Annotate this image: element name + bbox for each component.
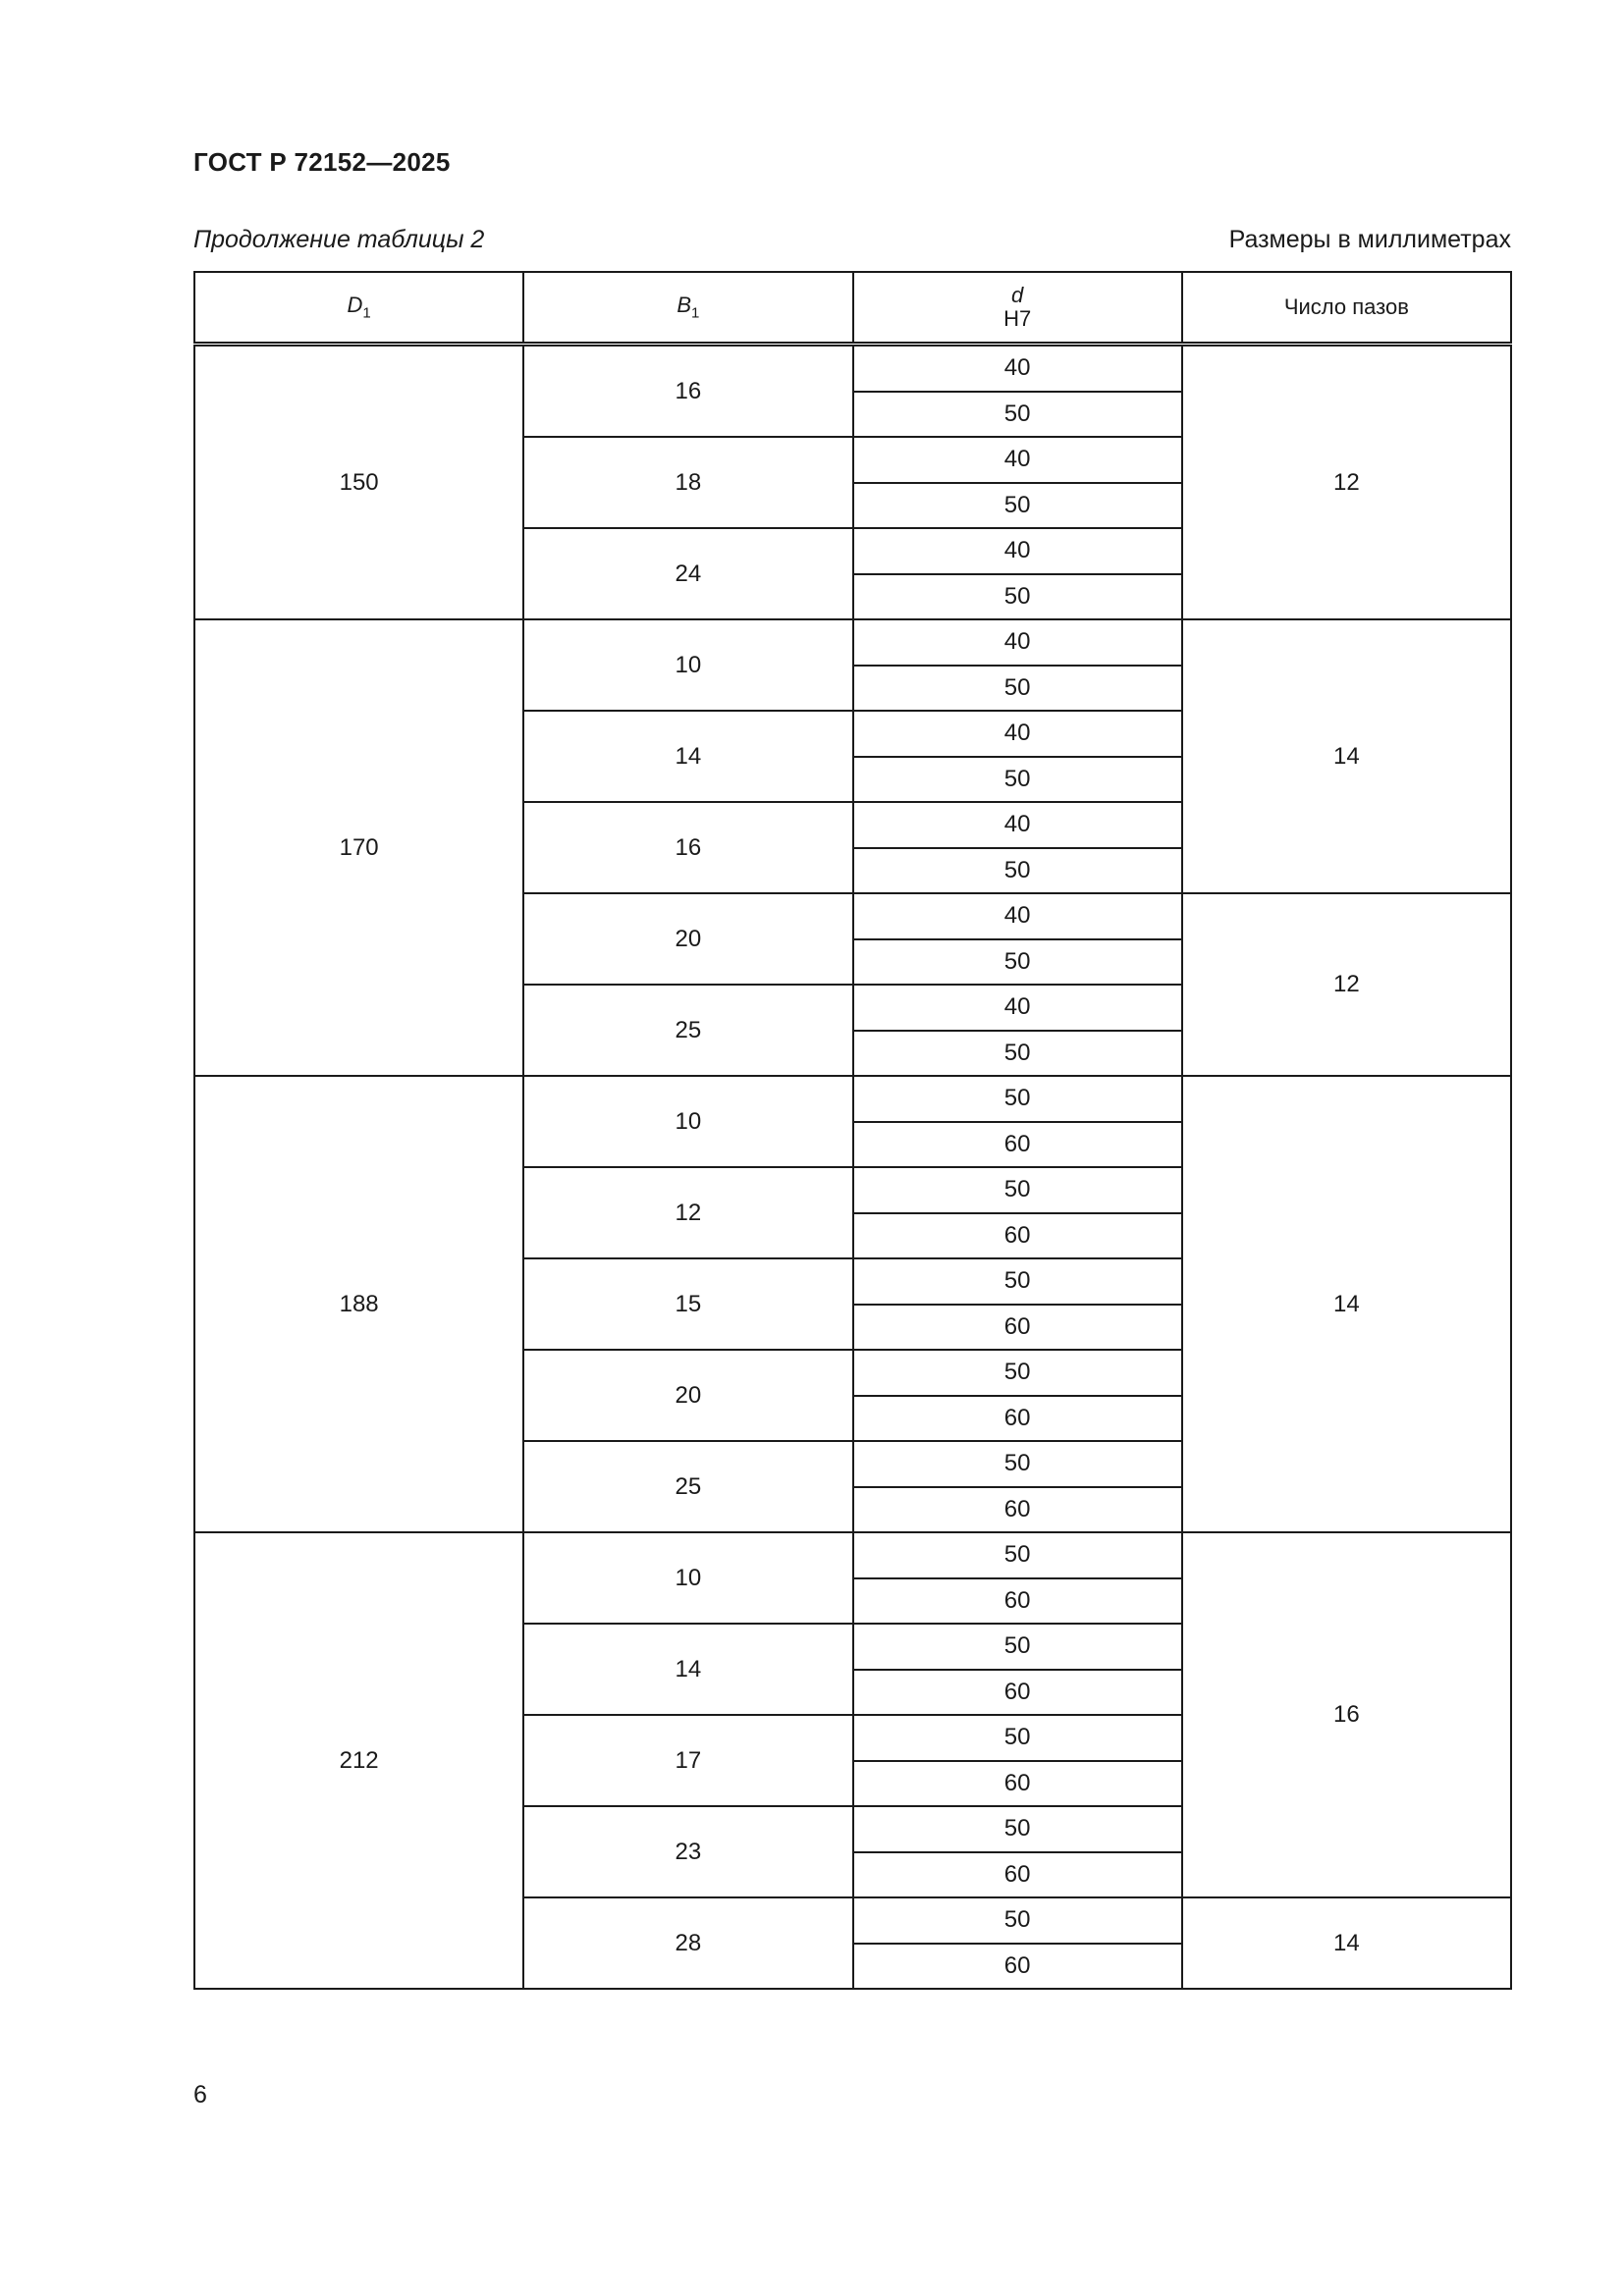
table-continuation-caption: Продолжение таблицы 2 — [193, 226, 485, 253]
cell-d: 40 — [853, 345, 1182, 392]
header-slots: Число пазов — [1182, 272, 1511, 345]
cell-d: 60 — [853, 1213, 1182, 1259]
cell-b1: 24 — [523, 528, 852, 619]
header-d-symbol: d — [1011, 282, 1024, 307]
cell-d: 50 — [853, 1715, 1182, 1761]
cell-d1: 212 — [194, 1532, 523, 1989]
cell-d: 50 — [853, 392, 1182, 438]
cell-d: 50 — [853, 574, 1182, 620]
header-d-tolerance: H7 — [1003, 306, 1032, 331]
cell-slots: 12 — [1182, 893, 1511, 1076]
cell-d: 50 — [853, 666, 1182, 712]
cell-d: 60 — [853, 1944, 1182, 1990]
cell-b1: 23 — [523, 1806, 852, 1897]
table-row — [194, 1076, 1511, 1122]
cell-d: 40 — [853, 985, 1182, 1031]
table-row — [194, 1532, 1511, 1578]
cell-d: 50 — [853, 1532, 1182, 1578]
cell-d: 40 — [853, 528, 1182, 574]
cell-d: 60 — [853, 1396, 1182, 1442]
cell-b1: 10 — [523, 1532, 852, 1624]
cell-d: 50 — [853, 1076, 1182, 1122]
cell-d: 60 — [853, 1578, 1182, 1625]
cell-d1: 188 — [194, 1076, 523, 1532]
cell-b1: 12 — [523, 1167, 852, 1258]
cell-b1: 28 — [523, 1897, 852, 1989]
cell-b1: 15 — [523, 1258, 852, 1350]
header-b1 — [523, 272, 852, 345]
cell-d: 60 — [853, 1305, 1182, 1351]
cell-d: 60 — [853, 1852, 1182, 1898]
cell-d: 50 — [853, 1806, 1182, 1852]
cell-d: 60 — [853, 1122, 1182, 1168]
cell-b1: 25 — [523, 1441, 852, 1532]
page-number: 6 — [193, 2081, 207, 2109]
cell-b1: 14 — [523, 1624, 852, 1715]
cell-b1: 25 — [523, 985, 852, 1076]
header-d1-subscript: 1 — [362, 303, 371, 321]
cell-d: 40 — [853, 802, 1182, 848]
cell-d1: 150 — [194, 345, 523, 620]
cell-d: 50 — [853, 939, 1182, 986]
cell-d: 60 — [853, 1670, 1182, 1716]
cell-b1: 10 — [523, 1076, 852, 1167]
cell-d: 60 — [853, 1487, 1182, 1533]
cell-b1: 17 — [523, 1715, 852, 1806]
table-row — [194, 619, 1511, 666]
cell-slots: 12 — [1182, 345, 1511, 620]
cell-slots: 16 — [1182, 1532, 1511, 1897]
cell-b1: 16 — [523, 345, 852, 438]
header-b1-symbol: B — [677, 292, 692, 317]
cell-b1: 18 — [523, 437, 852, 528]
table-header-row — [194, 272, 1511, 345]
header-b1-subscript: 1 — [691, 303, 700, 321]
cell-d: 50 — [853, 848, 1182, 894]
cell-b1: 20 — [523, 1350, 852, 1441]
document-title: ГОСТ Р 72152—2025 — [193, 147, 451, 177]
cell-d: 50 — [853, 1441, 1182, 1487]
table-row — [194, 345, 1511, 392]
cell-d: 50 — [853, 1897, 1182, 1944]
cell-d1: 170 — [194, 619, 523, 1076]
cell-slots: 14 — [1182, 619, 1511, 893]
cell-d: 50 — [853, 1350, 1182, 1396]
cell-b1: 20 — [523, 893, 852, 985]
cell-d: 60 — [853, 1761, 1182, 1807]
cell-d: 50 — [853, 1258, 1182, 1305]
table-body — [194, 345, 1511, 1990]
header-d1 — [194, 272, 523, 345]
cell-d: 50 — [853, 1031, 1182, 1077]
cell-d: 50 — [853, 483, 1182, 529]
header-d — [853, 272, 1182, 345]
cell-d: 40 — [853, 893, 1182, 939]
cell-slots: 14 — [1182, 1076, 1511, 1532]
cell-b1: 14 — [523, 711, 852, 802]
dimensions-table — [193, 271, 1512, 1990]
cell-d: 50 — [853, 1624, 1182, 1670]
cell-d: 40 — [853, 619, 1182, 666]
units-caption: Размеры в миллиметрах — [1228, 226, 1511, 253]
header-d1-symbol: D — [347, 292, 363, 317]
cell-slots: 14 — [1182, 1897, 1511, 1989]
cell-d: 50 — [853, 757, 1182, 803]
cell-d: 40 — [853, 711, 1182, 757]
cell-b1: 16 — [523, 802, 852, 893]
cell-b1: 10 — [523, 619, 852, 711]
cell-d: 50 — [853, 1167, 1182, 1213]
cell-d: 40 — [853, 437, 1182, 483]
